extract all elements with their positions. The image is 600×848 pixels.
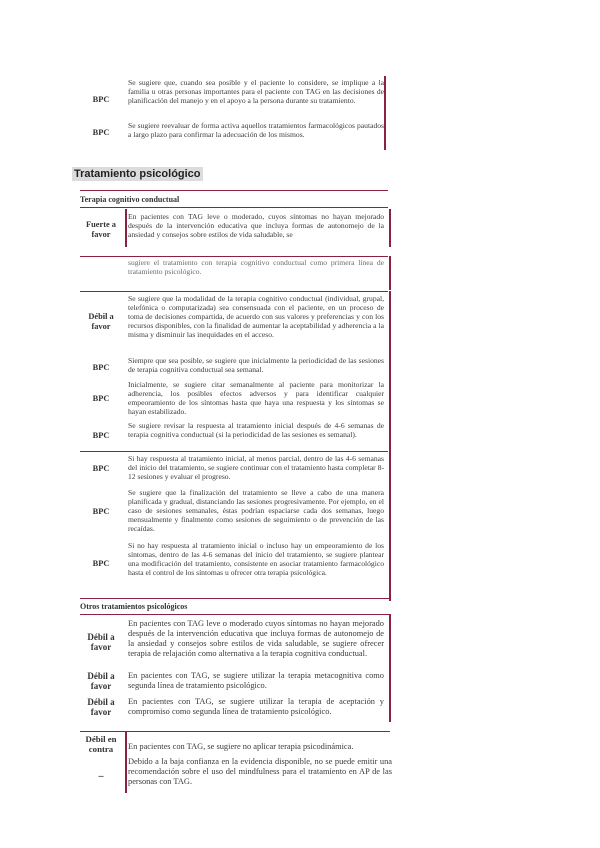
tcc-heading: Terapia cognitivo conductual [80, 195, 180, 204]
otros-heading: Otros tratamientos psicológicos [80, 602, 188, 611]
recommendation-text: En pacientes con TAG, se sugiere utilizar la terapia de aceptación y compromiso como segunda línea de tratamiento psicológico. [128, 697, 384, 716]
tcc-table-border [389, 256, 391, 290]
recommendation-text: Se sugiere que, cuando sea posible y el paciente lo considere, se implique a la familia u otras personas importantes para el paciente con TAG en las decisiones de planificación del manejo y en el apoyo a la persona durante su tratamiento. [128, 78, 384, 105]
recommendation-text: Siempre que sea posible, se sugiere que inicialmente la periodicidad de las sesiones de terapia cognitiva conductual sea semanal. [128, 356, 384, 374]
otros-header-rule [80, 598, 390, 599]
grade-label: BPC [92, 394, 110, 403]
recommendation-text: Se sugiere que la modalidad de la terapia cognitivo conductual (individual, grupal, telefónica o computarizada) sea consensuada con el paciente, en un proceso de toma de decisiones compartida, de acuerdo con sus valores y preferencias y con los recursos disponibles, con la finalidad de aumentar la aceptabilidad y adherencia a la misma y disminuir las inequidades en el acceso. [128, 294, 384, 339]
recommendation-text: Se sugiere que la finalización del tratamiento se lleve a cabo de una manera planificada y gradual, distanciando las sesiones progresivamente. Por ejemplo, en el caso de sesiones semanales, éstas podrían espaciarse cada dos semanas, luego mensualmente y finalmente como sesiones de seguimiento o de prevención de las recaídas. [128, 488, 384, 533]
top-table-border [384, 76, 386, 150]
recommendation-text: Si hay respuesta al tratamiento inicial, al menos parcial, dentro de las 4-6 semanas del inicio del tratamiento, se sugiere continuar con el tratamiento hasta completar 8-12 sesiones y evaluar el progreso. [128, 454, 384, 481]
bottom-header-rule [80, 731, 390, 732]
tcc-heading-rule [80, 207, 388, 208]
grade-label: BPC [92, 559, 110, 568]
grade-label: BPC [92, 128, 110, 137]
grade-label: Débil a favor [87, 632, 115, 652]
section-title: Tratamiento psicológico [74, 168, 201, 180]
tcc-table-border [389, 209, 391, 247]
grade-label: Débil a favor [88, 312, 114, 331]
recommendation-text: Se sugiere reevaluar de forma activa aquellos tratamientos farmacológicos pautados a largo plazo para confirmar la adecuación de los mismos. [128, 121, 384, 139]
otros-table-border [389, 614, 391, 722]
otros-heading-rule [80, 614, 390, 615]
recommendation-text: Inicialmente, se sugiere citar semanalmente al paciente para monitorizar la adherencia, los posibles efectos adversos y para identificar cualquier empeoramiento de los síntomas hasta que haya una respuesta y los síntomas se hayan estabilizado. [128, 380, 384, 416]
tcc-header-rule [80, 190, 388, 191]
recommendation-text: Se sugiere revisar la respuesta al tratamiento inicial después de 4-6 semanas de terapia cognitiva conductual (si la periodicidad de las sesiones es semanal). [128, 421, 384, 439]
recommendation-text: En pacientes con TAG leve o moderado, cuyos síntomas no hayan mejorado después de la intervención educativa que incluya formas de autonomejo de la ansiedad y consejos sobre estilos de vida saludable, se [128, 212, 384, 239]
page-break-rule [80, 256, 388, 257]
grade-label: BPC [92, 507, 110, 516]
recommendation-text: En pacientes con TAG, se sugiere no aplicar terapia psicodinámica. [128, 742, 354, 751]
grade-label: Fuerte a favor [86, 220, 116, 239]
grade-label: BPC [92, 464, 110, 473]
recommendation-text: En pacientes con TAG, se sugiere utilizar la terapia metacognitiva como segunda línea de tratamiento psicológico. [128, 671, 384, 690]
grade-label: BPC [92, 363, 110, 372]
recommendation-text: sugiere el tratamiento con terapia cognitivo conductual como primera línea de tratamiento psicológico. [128, 258, 384, 276]
row-rule [80, 291, 388, 292]
grade-label: – [98, 771, 104, 782]
grade-label: BPC [92, 431, 110, 440]
tcc-table-border [389, 291, 391, 601]
row-rule [80, 451, 388, 452]
grade-label: Débil en contra [85, 734, 117, 754]
recommendation-text: Si no hay respuesta al tratamiento inicial o incluso hay un empeoramiento de los síntomas, dentro de las 4-6 semanas del inicio del tratamiento, se sugiere plantear una modificación del tratamiento, consistente en asociar tratamiento farmacológico hasta el control de los síntomas u ofrecer otra terapia psicológica. [128, 541, 384, 577]
grade-label: Débil a favor [87, 671, 115, 691]
grade-label: BPC [92, 95, 110, 104]
bottom-table-border [125, 731, 127, 793]
grade-label: Débil a favor [87, 697, 115, 717]
tcc-table-border [125, 209, 127, 247]
recommendation-text: Debido a la baja confianza en la evidencia disponible, no se puede emitir una recomendación sobre el uso del mindfulness para el tratamiento en AP de las personas con TAG. [128, 757, 392, 786]
recommendation-text: En pacientes con TAG leve o moderado cuyos síntomas no hayan mejorado después de la intervención educativa que incluya formas de autonomejo de la ansiedad y consejos sobre estilos de vida saludable, se sugiere ofrecer terapia de relajación como alternativa a la terapia cognitiva conductual. [128, 619, 384, 658]
